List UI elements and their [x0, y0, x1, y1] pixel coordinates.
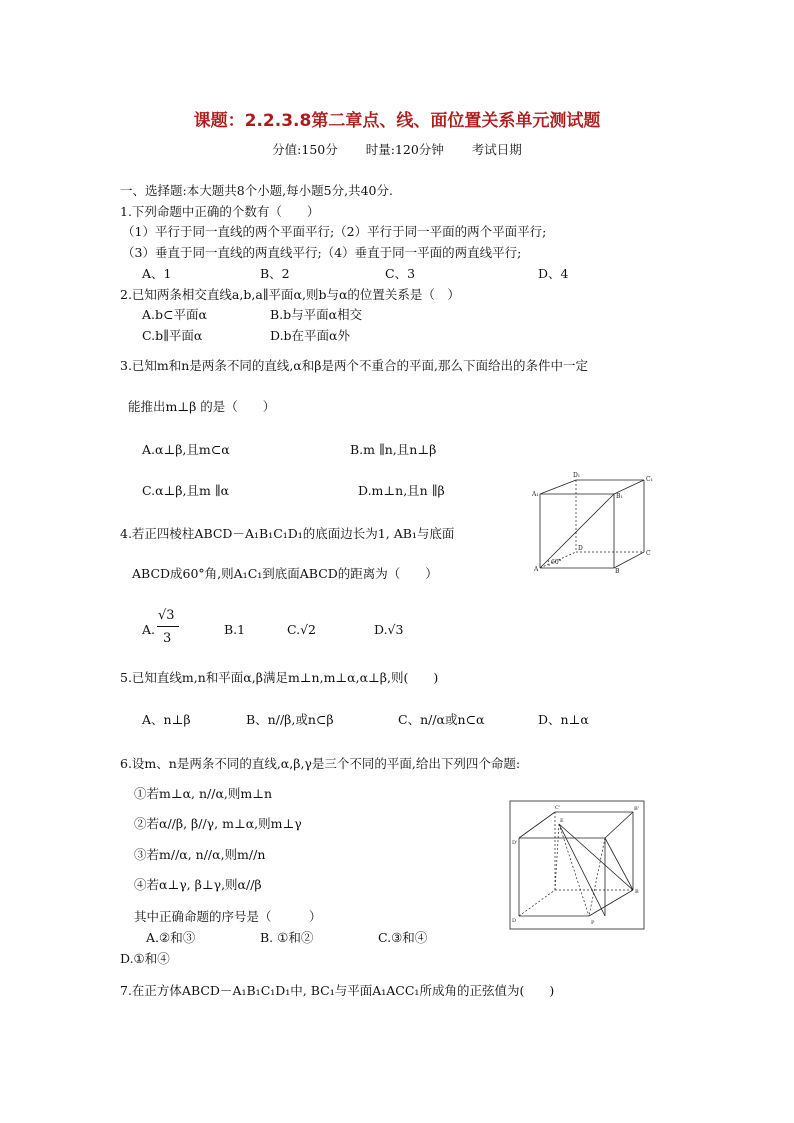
label-b: B	[615, 568, 620, 575]
q4-option-c: C.√2	[287, 622, 317, 637]
q5-option-c: C、n//α或n⊂α	[398, 712, 485, 727]
q5-option-d: D、n⊥α	[538, 712, 589, 727]
q6-option-a: A.②和③	[146, 930, 196, 945]
label-angle: 60°	[551, 559, 562, 566]
score-info: 分值:150分	[272, 142, 338, 157]
q6-stem: 6.设m、n是两条不同的直线,α,β,γ是三个不同的平面,给出下列四个命题:	[120, 756, 521, 771]
q2-option-b: B.b与平面α相交	[270, 307, 363, 322]
q6-option-d: D.①和④	[120, 951, 170, 966]
q1-option-c: C、3	[385, 266, 416, 281]
fraction-bar	[157, 626, 179, 627]
q1-line1: （1）平行于同一直线的两个平面平行;（2）平行于同一平面的两个平面平行;	[122, 224, 547, 239]
q6-proposition-2: ②若α//β, β//γ, m⊥α,则m⊥γ	[134, 816, 302, 831]
q3-option-a: A.α⊥β,且m⊂α	[142, 442, 230, 457]
q4-option-b: B.1	[224, 622, 246, 637]
q4-option-a-numerator: √3	[158, 608, 175, 623]
q6-proposition-3: ③若m//α, n//α,则m//n	[134, 847, 266, 862]
q6-proposition-1: ①若m⊥α, n//α,则m⊥n	[134, 786, 273, 801]
q7-stem: 7.在正方体ABCD－A₁B₁C₁D₁中, BC₁与平面A₁ACC₁所成角的正弦值为( )	[120, 983, 555, 998]
q5-option-a: A、n⊥β	[142, 712, 191, 727]
q1-stem: 1.下列命题中正确的个数有（ ）	[120, 204, 320, 219]
q6-option-b: B. ①和②	[260, 930, 314, 945]
label-a: A	[534, 566, 539, 573]
q3-option-c: C.α⊥β,且m ∥α	[142, 483, 230, 498]
q5-stem: 5.已知直线m,n和平面α,β满足m⊥n,m⊥α,α⊥β,则( )	[120, 670, 439, 685]
prism-figure	[528, 470, 660, 576]
q1-option-d: D、4	[538, 266, 569, 281]
q5-option-b: B、n//β,或n⊂β	[246, 712, 334, 727]
page-title: 课题：2.2.3.8第二章点、线、面位置关系单元测试题	[193, 111, 601, 131]
q2-option-d: D.b在平面α外	[270, 328, 350, 343]
cube-figure	[509, 800, 645, 930]
label-p: P	[591, 920, 595, 926]
label-b1: B₁	[616, 493, 623, 500]
q3-option-d: D.m⊥n,且n ∥β	[358, 483, 445, 498]
q2-stem: 2.已知两条相交直线a,b,a∥平面α,则b与α的位置关系是（ ）	[120, 287, 460, 302]
q3-stem-line1: 3.已知m和n是两条不同的直线,α和β是两个不重合的平面,那么下面给出的条件中一定	[120, 358, 588, 373]
label-c-prime: C'	[555, 805, 561, 811]
label-d: D	[512, 918, 517, 924]
q4-stem-line2: ABCD成60°角,则A₁C₁到底面ABCD的距离为（ ）	[132, 566, 438, 581]
label-d-prime: D'	[512, 840, 518, 846]
q2-option-c: C.b∥平面α	[142, 328, 203, 343]
q4-option-a-prefix: A.	[142, 622, 156, 637]
date-info: 考试日期	[471, 142, 522, 157]
q6-option-c: C.③和④	[378, 930, 428, 945]
q1-line2: （3）垂直于同一直线的两直线平行;（4）垂直于同一平面的两直线平行;	[122, 245, 522, 260]
q6-proposition-4: ④若α⊥γ, β⊥γ,则α//β	[134, 877, 262, 892]
q4-option-a-denominator: 3	[163, 631, 172, 646]
label-e: E	[560, 818, 564, 824]
q3-stem-line2: 能推出m⊥β 的是（ ）	[128, 399, 276, 414]
q2-option-a: A.b⊂平面α	[142, 307, 207, 322]
label-c1: C₁	[646, 476, 653, 483]
label-d1: D₁	[573, 472, 581, 479]
label-b: B	[635, 889, 639, 895]
label-d: D	[578, 545, 583, 552]
label-a1: A₁	[532, 491, 539, 498]
q3-option-b: B.m ∥n,且n⊥β	[350, 442, 437, 457]
exam-info	[0, 140, 794, 158]
time-info: 时量:120分钟	[365, 142, 444, 157]
q4-option-d: D.√3	[374, 622, 404, 637]
q6-ask: 其中正确命题的序号是（ ）	[134, 909, 322, 924]
section-heading: 一、选择题:本大题共8个小题,每小题5分,共40分.	[120, 183, 393, 198]
q4-stem-line1: 4.若正四棱柱ABCD－A₁B₁C₁D₁的底面边长为1, AB₁与底面	[120, 526, 455, 541]
label-b-prime: B'	[634, 806, 640, 812]
q1-option-a: A、1	[142, 266, 172, 281]
label-c: C	[646, 550, 651, 557]
q1-option-b: B、2	[260, 266, 290, 281]
